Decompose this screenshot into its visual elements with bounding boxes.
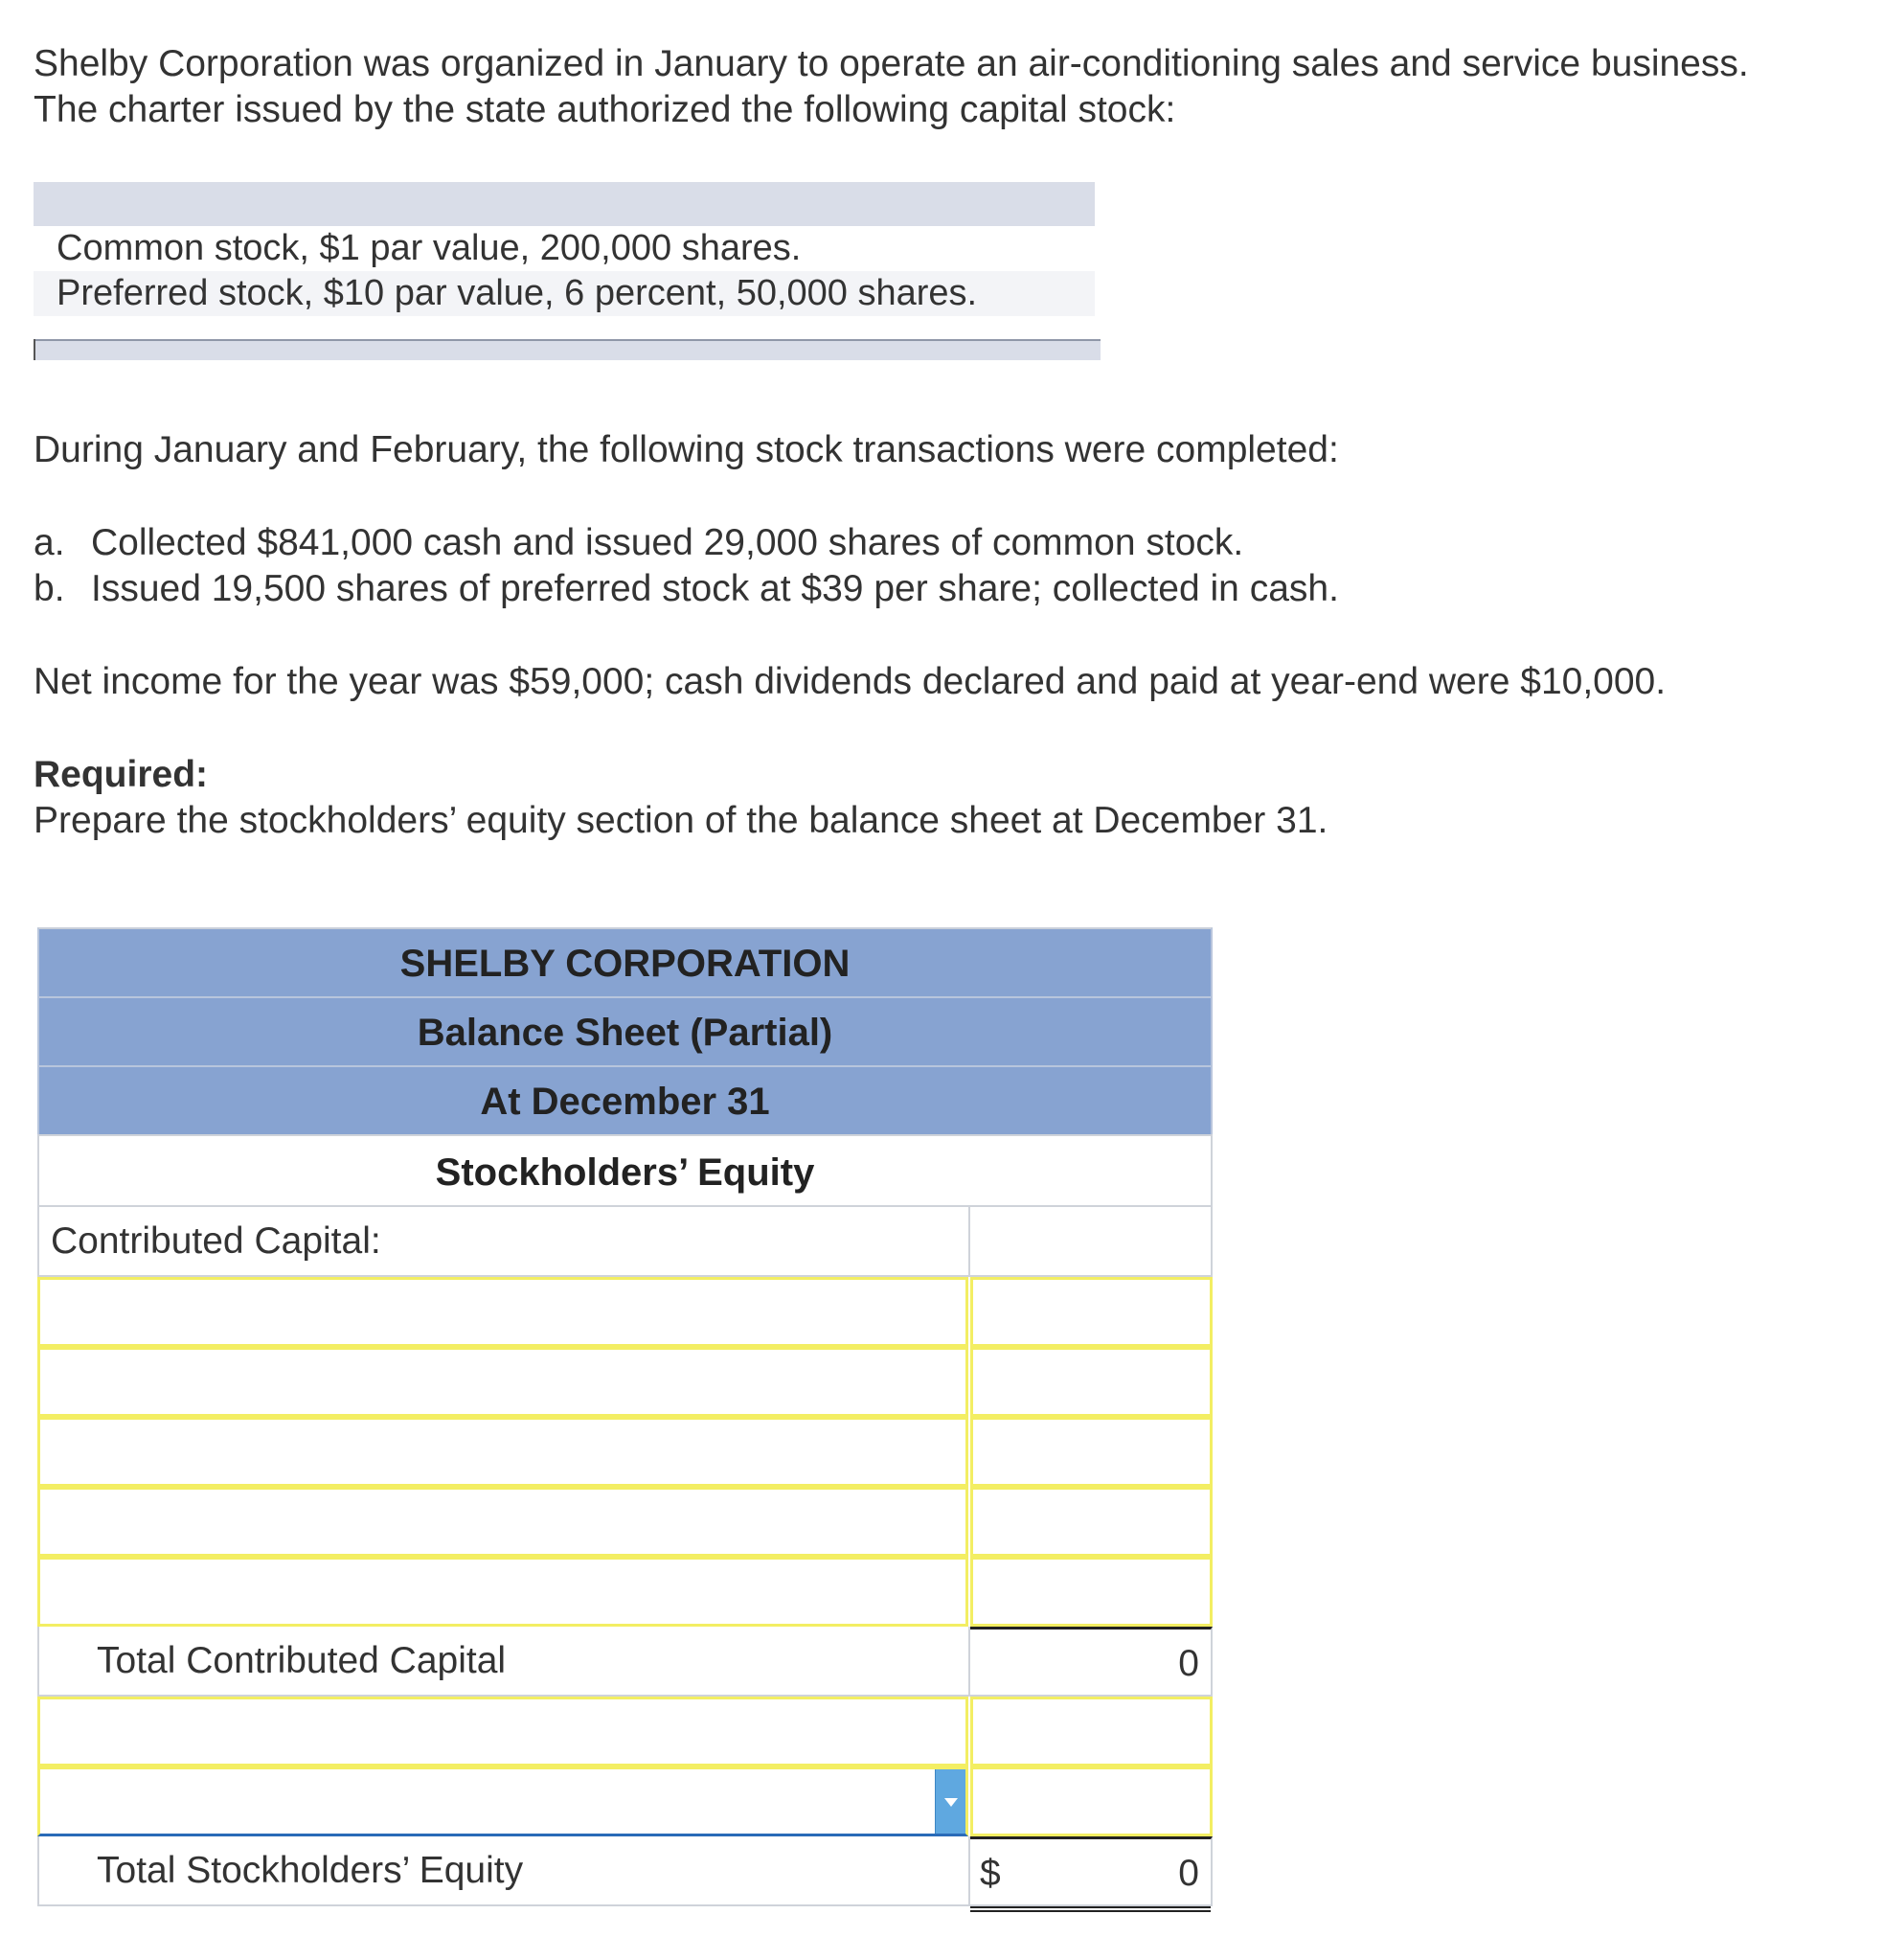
entry-amount-input[interactable] [970, 1697, 1213, 1766]
intro-line-2: The charter issued by the state authorized the following capital stock: [34, 89, 1176, 130]
entry-label-input[interactable] [37, 1557, 968, 1627]
statement-title: Balance Sheet (Partial) [37, 996, 1213, 1065]
entry-label-input[interactable] [37, 1487, 968, 1557]
total-equity-cell [970, 1836, 1213, 1906]
entry-row-5 [37, 1557, 1213, 1627]
entry-row-7 [37, 1766, 1213, 1836]
transaction-letter: a. [34, 522, 65, 563]
required-heading: Required: [34, 754, 209, 795]
contributed-capital-amount [970, 1207, 1213, 1277]
section-title: Stockholders’ Equity [37, 1134, 1213, 1207]
entry-amount-input[interactable] [970, 1277, 1213, 1347]
contributed-capital-label: Contributed Capital: [37, 1207, 970, 1277]
during-paragraph: During January and February, the following stock transactions were completed: [34, 429, 1339, 470]
total-contributed-value: 0 [970, 1627, 1213, 1697]
charter-table-header [34, 182, 1095, 226]
entry-amount-input[interactable] [970, 1766, 1213, 1836]
charter-row-common [34, 226, 1095, 271]
dropdown-arrow-icon[interactable] [935, 1769, 965, 1834]
entry-row-3 [37, 1417, 1213, 1487]
entry-label-input[interactable] [37, 1277, 968, 1347]
statement-date: At December 31 [37, 1065, 1213, 1134]
balance-sheet-table [37, 927, 1213, 1906]
total-contributed-row [37, 1627, 1213, 1697]
entry-row-6 [37, 1697, 1213, 1766]
transaction-b [34, 566, 1339, 612]
currency-symbol: $ [980, 1853, 1001, 1894]
transaction-list [34, 520, 1339, 612]
entry-label-input[interactable] [37, 1417, 968, 1487]
charter-table-footer-tick [34, 339, 35, 360]
transaction-text: Issued 19,500 shares of preferred stock at $39 per share; collected in cash. [91, 568, 1339, 609]
transaction-text: Collected $841,000 cash and issued 29,000 shares of common stock. [91, 522, 1244, 563]
transaction-letter: b. [34, 568, 65, 609]
company-name: SHELBY CORPORATION [37, 927, 1213, 996]
intro-paragraph [34, 41, 1749, 133]
charter-table-footer [34, 339, 1101, 360]
double-underline [970, 1906, 1211, 1912]
charter-row-preferred [34, 271, 1095, 316]
transaction-a [34, 520, 1339, 566]
intro-line-1: Shelby Corporation was organized in January to operate an air-conditioning sales and service business. [34, 43, 1749, 84]
entry-row-2 [37, 1347, 1213, 1417]
entry-amount-input[interactable] [970, 1487, 1213, 1557]
total-equity-label: Total Stockholders’ Equity [37, 1836, 970, 1906]
entry-row-1 [37, 1277, 1213, 1347]
entry-amount-input[interactable] [970, 1417, 1213, 1487]
total-contributed-label: Total Contributed Capital [37, 1627, 970, 1697]
net-income-paragraph: Net income for the year was $59,000; cash dividends declared and paid at year-end were $10,000. [34, 661, 1667, 702]
total-equity-row [37, 1836, 1213, 1906]
total-equity-value: 0 [1178, 1853, 1199, 1894]
entry-amount-input[interactable] [970, 1557, 1213, 1627]
required-text: Prepare the stockholders’ equity section of the balance sheet at December 31. [34, 800, 1328, 841]
entry-label-input[interactable] [37, 1697, 968, 1766]
contributed-capital-row [37, 1207, 1213, 1277]
entry-label-input[interactable] [37, 1347, 968, 1417]
entry-label-select[interactable] [37, 1766, 968, 1836]
charter-row-common-text: Common stock, $1 par value, 200,000 shares. [57, 228, 802, 268]
charter-row-preferred-text: Preferred stock, $10 par value, 6 percent, 50,000 shares. [57, 273, 978, 313]
entry-row-4 [37, 1487, 1213, 1557]
entry-amount-input[interactable] [970, 1347, 1213, 1417]
